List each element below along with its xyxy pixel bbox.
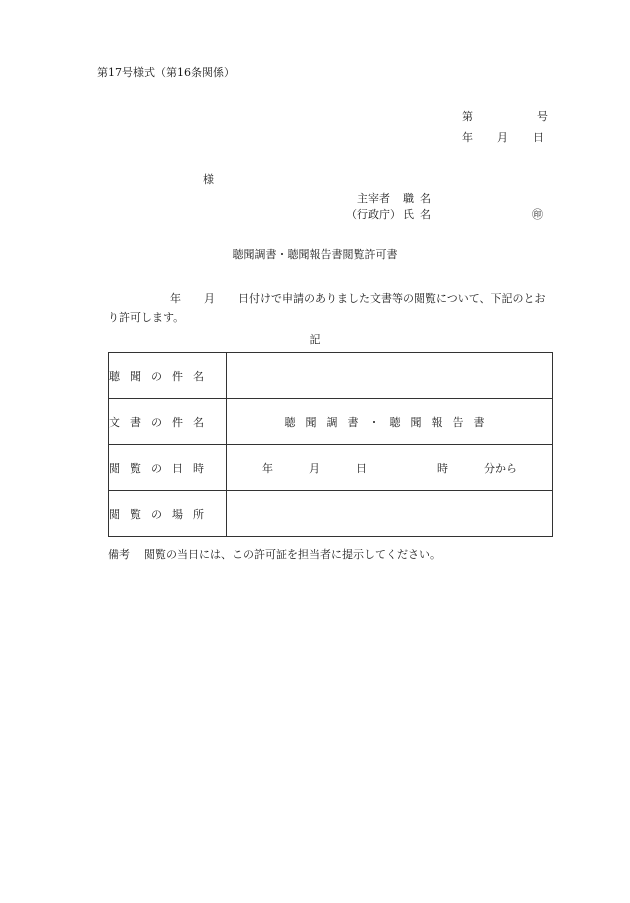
datetime-minute: 分から bbox=[484, 461, 517, 475]
issuer-name-label: 氏名 bbox=[403, 208, 437, 221]
datetime-hour: 時 bbox=[437, 461, 448, 475]
ki-heading: 記 bbox=[309, 333, 321, 346]
datetime-year: 年 bbox=[262, 461, 273, 475]
reference-dai: 第 bbox=[462, 110, 473, 123]
document-title: 聴聞調書・聴聞報告書閲覧許可書 bbox=[232, 248, 398, 261]
table-row bbox=[109, 353, 553, 399]
row-value: 聴聞調書・聴聞報告書 bbox=[227, 399, 553, 445]
issuer-title-label: 主宰者 bbox=[357, 192, 390, 205]
body-year: 年 bbox=[170, 292, 181, 305]
remarks-label: 備考 bbox=[108, 548, 130, 561]
row-label: 閲覧の場所 bbox=[109, 491, 227, 537]
issuer-title-value: 職名 bbox=[403, 192, 437, 205]
datetime-day: 日 bbox=[356, 461, 367, 475]
issue-date-year: 年 bbox=[462, 131, 473, 144]
table-row bbox=[109, 491, 553, 537]
body-text: 日付けで申請のありました文書等の閲覧について、下記のとお bbox=[238, 292, 546, 305]
body-month: 月 bbox=[204, 292, 215, 305]
seal-mark: ㊞ bbox=[532, 208, 543, 221]
addressee-suffix: 様 bbox=[203, 173, 214, 186]
datetime-cell bbox=[227, 445, 553, 491]
row-label: 聴聞の件名 bbox=[109, 353, 227, 399]
remarks-text: 閲覧の当日には、この許可証を担当者に提示してください。 bbox=[144, 548, 441, 561]
issue-date-day: 日 bbox=[533, 131, 544, 144]
row-value bbox=[227, 491, 553, 537]
reference-go: 号 bbox=[537, 110, 548, 123]
row-value bbox=[227, 353, 553, 399]
form-number: 第17号様式（第16条関係） bbox=[97, 66, 235, 79]
details-table bbox=[108, 352, 553, 537]
table-row bbox=[109, 399, 553, 445]
issuer-org-label: （行政庁） bbox=[346, 208, 401, 221]
issue-date-month: 月 bbox=[497, 131, 508, 144]
table-row bbox=[109, 445, 553, 491]
body-text-line2: り許可します。 bbox=[108, 311, 185, 324]
row-label: 文書の件名 bbox=[109, 399, 227, 445]
row-label: 閲覧の日時 bbox=[109, 445, 227, 491]
datetime-month: 月 bbox=[309, 461, 320, 475]
